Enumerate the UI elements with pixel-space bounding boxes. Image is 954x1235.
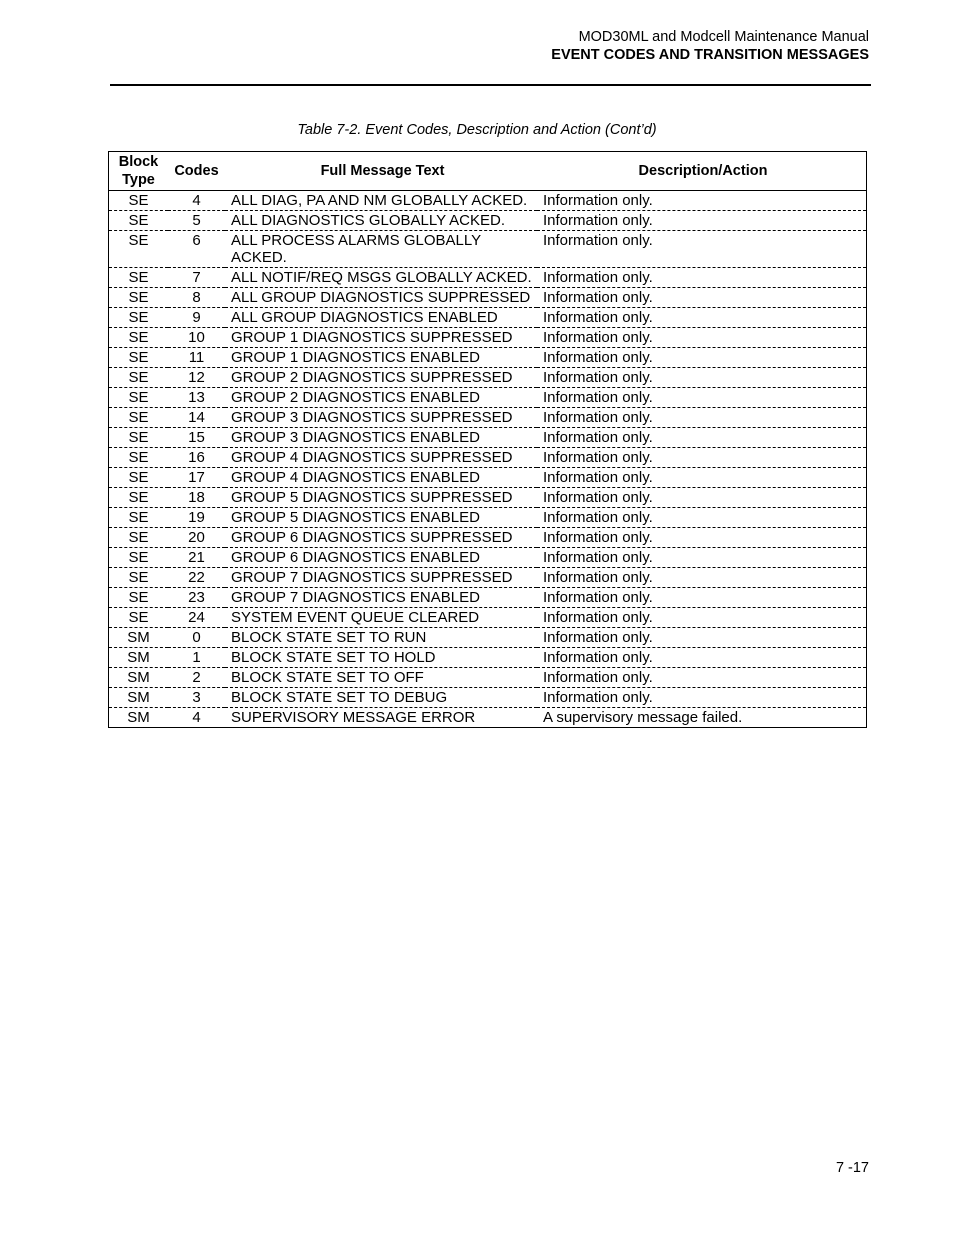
cell-block-type: SE: [109, 288, 169, 308]
cell-description: Information only.: [537, 328, 867, 348]
cell-code: 7: [168, 268, 225, 288]
cell-description: Information only.: [537, 488, 867, 508]
table-row: [109, 388, 867, 408]
cell-block-type: SE: [109, 508, 169, 528]
cell-message: GROUP 7 DIAGNOSTICS SUPPRESSED: [225, 568, 537, 588]
cell-message: BLOCK STATE SET TO OFF: [225, 668, 537, 688]
cell-block-type: SE: [109, 231, 169, 268]
table-row: [109, 328, 867, 348]
col-header-block-type: Block Type: [109, 152, 169, 191]
cell-block-type: SE: [109, 348, 169, 368]
cell-message: ALL GROUP DIAGNOSTICS SUPPRESSED: [225, 288, 537, 308]
table-row: [109, 508, 867, 528]
table-row: [109, 488, 867, 508]
cell-code: 11: [168, 348, 225, 368]
cell-code: 4: [192, 709, 201, 726]
manual-title: MOD30ML and Modcell Maintenance Manual: [578, 29, 869, 45]
cell-description: Information only.: [537, 448, 867, 468]
cell-message: GROUP 1 DIAGNOSTICS ENABLED: [225, 348, 537, 368]
cell-message: SYSTEM EVENT QUEUE CLEARED: [225, 608, 537, 628]
cell-code: 0: [168, 628, 225, 648]
page-header: [551, 28, 869, 64]
cell-block-type: SE: [109, 368, 169, 388]
col-header-message: Full Message Text: [225, 152, 537, 191]
cell-code: 23: [168, 588, 225, 608]
cell-block-type: SE: [109, 388, 169, 408]
cell-block-type: SE: [109, 568, 169, 588]
cell-code: 10: [168, 328, 225, 348]
cell-description: Information only.: [537, 308, 867, 328]
cell-message: GROUP 2 DIAGNOSTICS SUPPRESSED: [225, 368, 537, 388]
cell-message: GROUP 3 DIAGNOSTICS ENABLED: [225, 428, 537, 448]
cell-block-type: SM: [109, 648, 169, 668]
cell-code: 20: [168, 528, 225, 548]
cell-code: 15: [168, 428, 225, 448]
cell-block-type: SE: [109, 408, 169, 428]
table-row: [109, 268, 867, 288]
header-rule: [110, 84, 871, 86]
table-row: [109, 688, 867, 708]
cell-block-type: SE: [109, 588, 169, 608]
cell-description: Information only.: [537, 348, 867, 368]
cell-message: GROUP 6 DIAGNOSTICS ENABLED: [225, 548, 537, 568]
cell-code: 13: [168, 388, 225, 408]
cell-message: GROUP 3 DIAGNOSTICS SUPPRESSED: [225, 408, 537, 428]
cell-code: 14: [168, 408, 225, 428]
cell-block-type: SE: [109, 328, 169, 348]
cell-code: 5: [168, 211, 225, 231]
table-row: [109, 608, 867, 628]
cell-message: ALL NOTIF/REQ MSGS GLOBALLY ACKED.: [225, 268, 537, 288]
cell-message: GROUP 7 DIAGNOSTICS ENABLED: [225, 588, 537, 608]
cell-description: Information only.: [537, 688, 867, 708]
cell-code: 1: [168, 648, 225, 668]
cell-message: BLOCK STATE SET TO DEBUG: [225, 688, 537, 708]
cell-message: GROUP 6 DIAGNOSTICS SUPPRESSED: [225, 528, 537, 548]
table-row: [109, 288, 867, 308]
cell-code: 6: [168, 231, 225, 268]
cell-description: Information only.: [537, 528, 867, 548]
cell-description: Information only.: [537, 288, 867, 308]
cell-message: GROUP 2 DIAGNOSTICS ENABLED: [225, 388, 537, 408]
table-row: [109, 648, 867, 668]
cell-message: SUPERVISORY MESSAGE ERROR: [231, 709, 476, 726]
cell-message: GROUP 5 DIAGNOSTICS ENABLED: [225, 508, 537, 528]
cell-description: Information only.: [537, 368, 867, 388]
cell-code: 3: [168, 688, 225, 708]
cell-code: 21: [168, 548, 225, 568]
page-number: 7 -17: [835, 1160, 869, 1176]
table-row: [109, 368, 867, 388]
event-codes-table: [108, 151, 867, 728]
cell-message: ALL DIAG, PA AND NM GLOBALLY ACKED.: [225, 191, 537, 211]
cell-block-type: SE: [109, 211, 169, 231]
cell-code: 9: [168, 308, 225, 328]
cell-block-type: SE: [109, 548, 169, 568]
cell-message: GROUP 5 DIAGNOSTICS SUPPRESSED: [225, 488, 537, 508]
table-row: [109, 568, 867, 588]
cell-description: Information only.: [537, 548, 867, 568]
cell-code: 19: [168, 508, 225, 528]
table-row: [109, 588, 867, 608]
table-row: [109, 191, 867, 211]
cell-message: BLOCK STATE SET TO RUN: [225, 628, 537, 648]
cell-block-type: SE: [109, 488, 169, 508]
cell-message: ALL PROCESS ALARMS GLOBALLY ACKED.: [225, 231, 537, 268]
cell-message: ALL DIAGNOSTICS GLOBALLY ACKED.: [225, 211, 537, 231]
table-row: [109, 428, 867, 448]
cell-description: Information only.: [537, 191, 867, 211]
table-row: [109, 468, 867, 488]
cell-description: Information only.: [537, 568, 867, 588]
cell-code: 4: [168, 191, 225, 211]
cell-description: Information only.: [537, 668, 867, 688]
cell-description: Information only.: [537, 231, 867, 268]
cell-code: 16: [168, 448, 225, 468]
cell-description: Information only.: [537, 268, 867, 288]
cell-description: Information only.: [537, 588, 867, 608]
cell-block-type: SM: [109, 668, 169, 688]
section-title: EVENT CODES AND TRANSITION MESSAGES: [551, 47, 869, 63]
table-row: [109, 528, 867, 548]
cell-message: GROUP 1 DIAGNOSTICS SUPPRESSED: [225, 328, 537, 348]
cell-description: Information only.: [537, 648, 867, 668]
table-row: [109, 548, 867, 568]
cell-description: A supervisory message failed.: [543, 709, 743, 726]
cell-block-type: SM: [109, 628, 169, 648]
table-row: [109, 308, 867, 328]
cell-code: 12: [168, 368, 225, 388]
cell-description: Information only.: [537, 508, 867, 528]
cell-block-type: SE: [109, 468, 169, 488]
cell-description: Information only.: [537, 608, 867, 628]
cell-description: Information only.: [537, 211, 867, 231]
table-caption: Table 7-2. Event Codes, Description and Action (Cont’d): [297, 122, 657, 138]
cell-block-type: SE: [109, 308, 169, 328]
cell-description: Information only.: [537, 408, 867, 428]
cell-message: ALL GROUP DIAGNOSTICS ENABLED: [225, 308, 537, 328]
table-row: [109, 231, 867, 268]
cell-block-type: SE: [109, 268, 169, 288]
cell-code: 18: [168, 488, 225, 508]
cell-block-type: SE: [109, 428, 169, 448]
cell-description: Information only.: [537, 428, 867, 448]
cell-message: BLOCK STATE SET TO HOLD: [225, 648, 537, 668]
table-row: [109, 348, 867, 368]
cell-code: 8: [168, 288, 225, 308]
table-header-row: [109, 152, 867, 191]
cell-code: 17: [168, 468, 225, 488]
cell-block-type: SE: [109, 608, 169, 628]
table-row: [109, 668, 867, 688]
cell-code: 2: [168, 668, 225, 688]
cell-block-type: SE: [109, 528, 169, 548]
cell-description: Information only.: [537, 628, 867, 648]
cell-block-type: SM: [127, 709, 150, 726]
table-row: [109, 628, 867, 648]
cell-message: GROUP 4 DIAGNOSTICS ENABLED: [225, 468, 537, 488]
col-header-description: Description/Action: [537, 152, 867, 191]
col-header-codes: Codes: [168, 152, 225, 191]
table-body: [109, 191, 867, 728]
table-row: [109, 408, 867, 428]
cell-message: GROUP 4 DIAGNOSTICS SUPPRESSED: [225, 448, 537, 468]
cell-code: 24: [168, 608, 225, 628]
cell-description: Information only.: [537, 468, 867, 488]
cell-block-type: SE: [109, 448, 169, 468]
cell-block-type: SE: [109, 191, 169, 211]
table-row: [109, 211, 867, 231]
table-row: [109, 448, 867, 468]
cell-description: Information only.: [537, 388, 867, 408]
cell-block-type: SM: [109, 688, 169, 708]
table-row: [109, 708, 867, 728]
cell-code: 22: [168, 568, 225, 588]
